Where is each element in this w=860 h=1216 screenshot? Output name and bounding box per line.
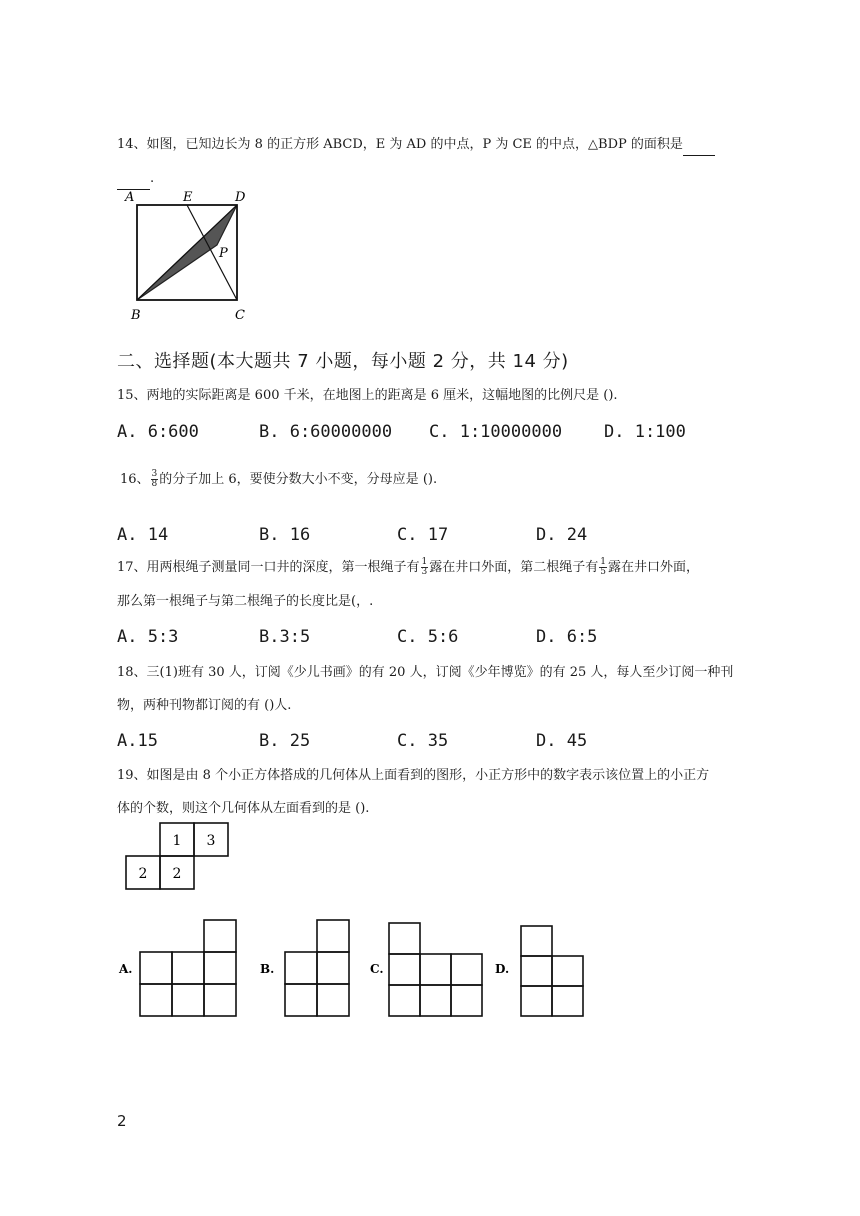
q17-option-c[interactable]: C. 5:6: [397, 627, 459, 647]
question-17-line-1: [117, 558, 699, 578]
label-a: A: [125, 190, 135, 205]
choice-label-d: D.: [495, 962, 510, 976]
fraction-denominator: 3: [421, 567, 428, 577]
q15-option-a[interactable]: A. 6:600: [117, 422, 199, 442]
q17-option-b[interactable]: B.3:5: [259, 627, 311, 647]
question-16: [120, 470, 437, 490]
q17-part-2: 露在井口外面，第二根绳子有: [429, 560, 599, 575]
fraction-1-5: [599, 558, 607, 577]
choice-label-c: C.: [370, 962, 384, 976]
question-18-line-2: 物，两种刊物都订阅的有 ()人.: [117, 698, 292, 713]
answer-blank: [683, 135, 715, 156]
page-number: 2: [117, 1112, 127, 1130]
q18-option-c[interactable]: C. 35: [397, 731, 449, 751]
q18-option-a[interactable]: A.15: [117, 731, 158, 751]
choice-figures: [115, 915, 595, 1020]
choice-label-b: B.: [260, 962, 275, 976]
choice-d-figure[interactable]: [521, 926, 583, 1016]
cube-count-3: 3: [206, 833, 216, 849]
fraction-denominator: 5: [600, 567, 607, 577]
label-c: C: [235, 308, 245, 323]
choice-c-figure[interactable]: [389, 923, 482, 1016]
cube-count-1: 1: [172, 833, 182, 849]
question-17-line-2: 那么第一根绳子与第二根绳子的长度比是(，.: [117, 594, 374, 609]
question-16-number: 16、: [120, 472, 150, 487]
label-e: E: [183, 190, 193, 205]
question-19-line-1: 19、如图是由 8 个小正方体搭成的几何体从上面看到的图形，小正方形中的数字表示该位置上的小正方: [117, 768, 710, 783]
fraction-3-8: [151, 470, 159, 489]
label-d: D: [235, 190, 246, 205]
label-p: P: [219, 246, 228, 261]
q15-option-b[interactable]: B. 6:60000000: [259, 422, 393, 442]
fraction-numerator: 1: [421, 557, 428, 567]
choice-b-figure[interactable]: [285, 920, 349, 1016]
q16-option-a[interactable]: A. 14: [117, 525, 169, 545]
fraction-numerator: 3: [151, 469, 158, 479]
q17-part-1: 17、用两根绳子测量同一口井的深度，第一根绳子有: [117, 560, 420, 575]
q17-option-a[interactable]: A. 5:3: [117, 627, 179, 647]
q15-option-d[interactable]: D. 1:100: [604, 422, 686, 442]
fraction-1-3: [421, 558, 429, 577]
top-view-figure: [124, 822, 232, 890]
fraction-denominator: 8: [151, 479, 158, 489]
question-18-line-1: 18、三(1)班有 30 人，订阅《少儿书画》的有 20 人，订阅《少年博览》的有 25 人，每人至少订阅一种刊: [117, 665, 734, 680]
fraction-numerator: 1: [600, 557, 607, 567]
q17-part-3: 露在井口外面，: [608, 560, 700, 575]
q16-option-c[interactable]: C. 17: [397, 525, 449, 545]
choice-a-figure[interactable]: [140, 920, 236, 1016]
question-14: [117, 135, 715, 156]
q16-option-d[interactable]: D. 24: [536, 525, 588, 545]
cube-count-2: 2: [172, 866, 182, 882]
q17-option-d[interactable]: D. 6:5: [536, 627, 598, 647]
square-abcd-figure: [117, 185, 257, 325]
q16-option-b[interactable]: B. 16: [259, 525, 311, 545]
section-heading: 二、选择题(本大题共 7 小题，每小题 2 分，共 14 分): [117, 351, 569, 372]
q18-option-d[interactable]: D. 45: [536, 731, 588, 751]
question-14-text: 14、如图，已知边长为 8 的正方形 ABCD，E 为 AD 的中点，P 为 CE 的中点，△BDP 的面积是: [117, 137, 683, 152]
q15-option-c[interactable]: C. 1:10000000: [429, 422, 563, 442]
q18-option-b[interactable]: B. 25: [259, 731, 311, 751]
label-b: B: [131, 308, 141, 323]
question-14-end: .: [150, 171, 155, 186]
question-19-line-2: 体的个数，则这个几何体从左面看到的是 ().: [117, 801, 370, 816]
cube-count-2: 2: [138, 866, 148, 882]
question-16-text: 的分子加上 6，要使分数大小不变，分母应是 ().: [159, 472, 438, 487]
question-15-text: 15、两地的实际距离是 600 千米，在地图上的距离是 6 厘米，这幅地图的比例尺是 ().: [117, 388, 618, 403]
choice-label-a: A.: [119, 962, 133, 976]
